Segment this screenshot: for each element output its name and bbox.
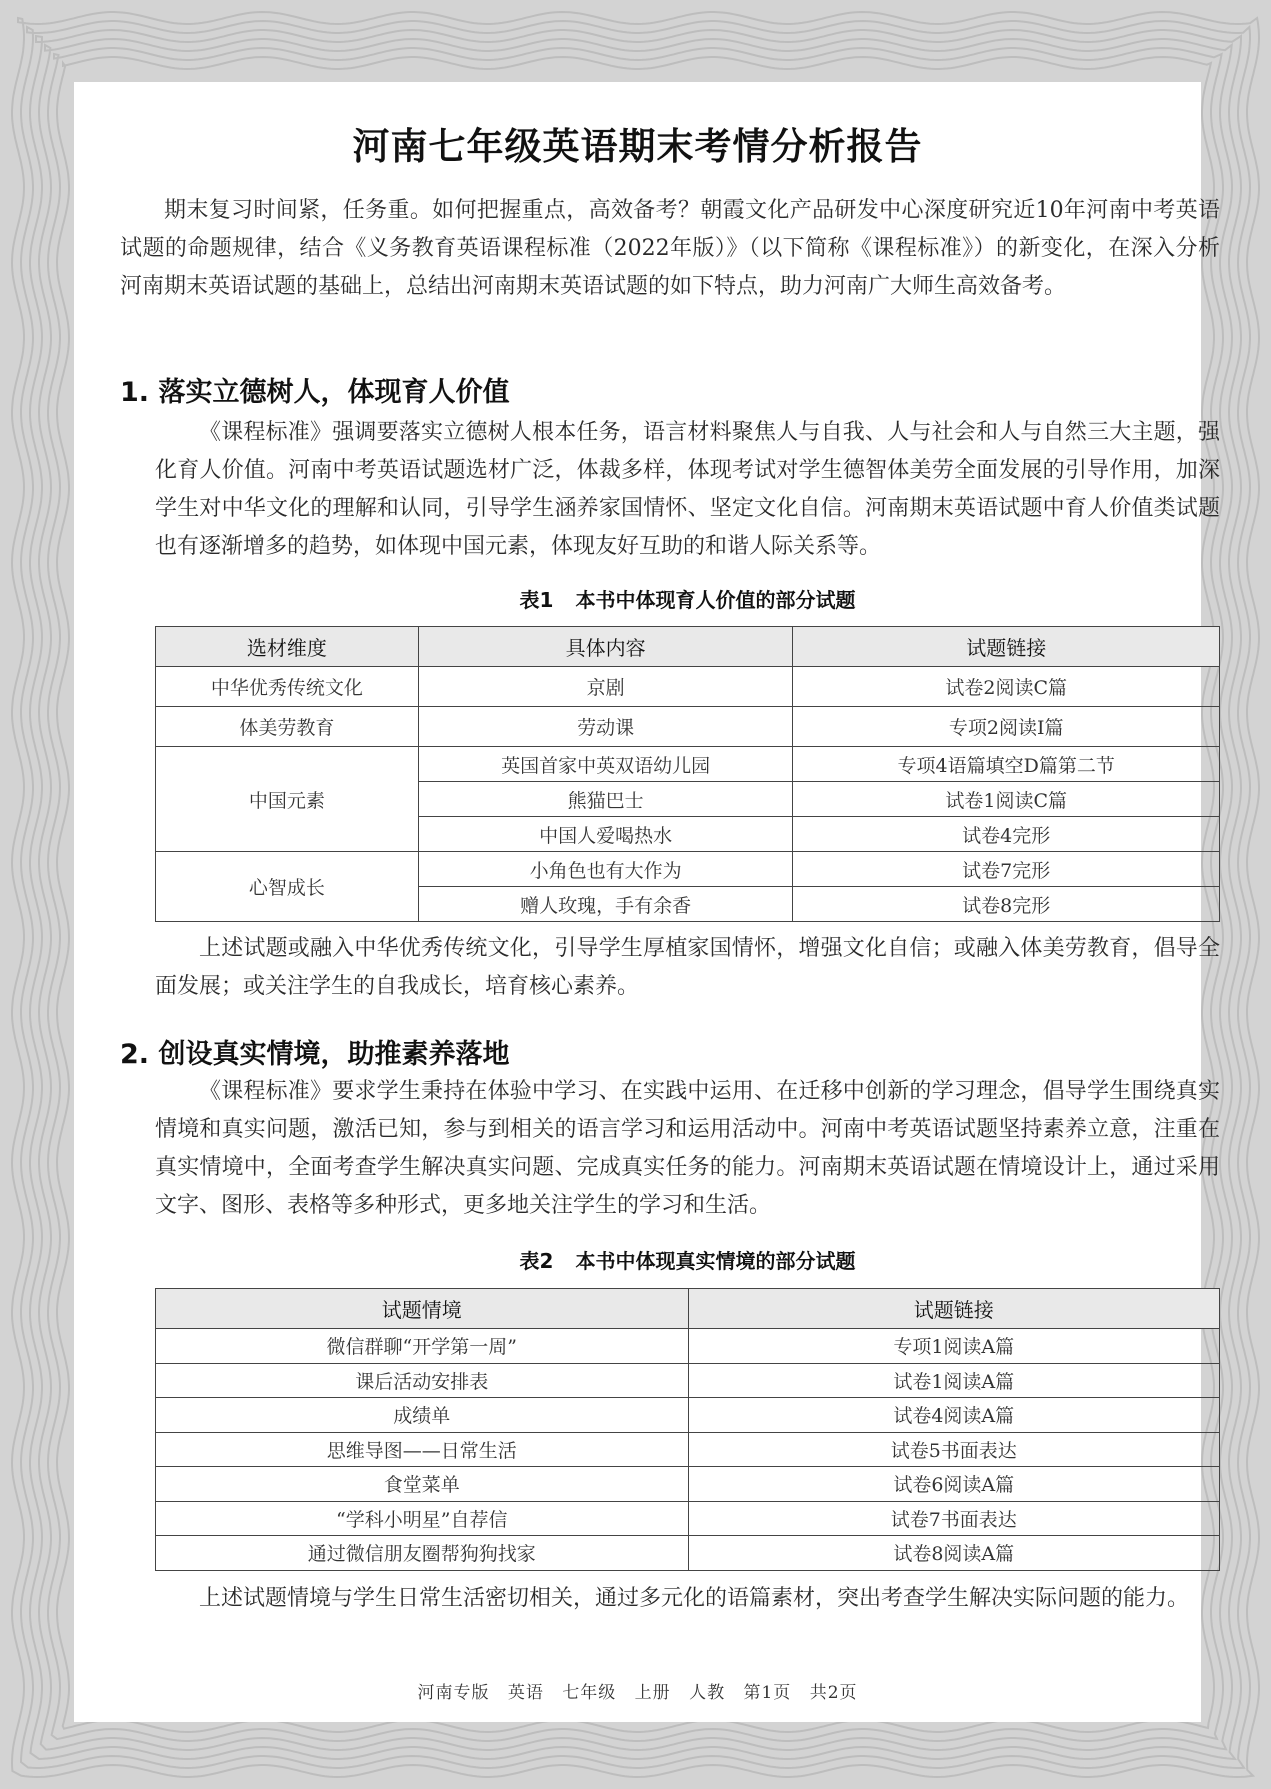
table-2-link: 试卷6阅读A篇 — [688, 1467, 1220, 1502]
table-1-content: 英国首家中英双语幼儿园 — [418, 747, 793, 782]
table-2-header: 试题情境 — [156, 1289, 689, 1329]
table-2-link: 试卷4阅读A篇 — [688, 1398, 1220, 1433]
table-2-scene: 微信群聊“开学第一周” — [156, 1329, 689, 1364]
section-2-summary: 上述试题情境与学生日常生活密切相关，通过多元化的语篇素材，突出考查学生解决实际问题的能力。 — [199, 1586, 1190, 1611]
table-1-content: 熊猫巴士 — [418, 782, 793, 817]
table-2-header: 试题链接 — [688, 1289, 1220, 1329]
table-2-scene: 课后活动安排表 — [156, 1363, 689, 1398]
footer-grade: 七年级 — [562, 1683, 617, 1703]
footer-edition: 河南专版 — [417, 1683, 490, 1703]
table-1-dimension: 心智成长 — [156, 852, 419, 922]
intro-paragraph: 期末复习时间紧，任务重。如何把握重点，高效备考？朝霞文化产品研发中心深度研究近10年河南中考英语试题的命题规律，结合《义务教育英语课程标准（2022年版）》（以下简称《课程标准》）的新变化，在深入分析河南期末英语试题的基础上，总结出河南期末英语试题的如下特点，助力河南广大师生高效备考。 — [120, 198, 1220, 299]
table-1-title: 本书中体现育人价值的部分试题 — [575, 588, 856, 612]
table-1-dimension: 中国元素 — [156, 747, 419, 852]
table-1-link: 试卷4完形 — [793, 817, 1220, 852]
section-2-heading: 2. 创设真实情境，助推素养落地 — [120, 1039, 510, 1070]
footer-publisher: 人教 — [689, 1683, 726, 1703]
table-1-dimension: 中华优秀传统文化 — [156, 667, 419, 707]
table-1-content: 劳动课 — [418, 707, 793, 747]
table-1-dimension: 体美劳教育 — [156, 707, 419, 747]
table-1-content: 赠人玫瑰，手有余香 — [418, 887, 793, 922]
table-2-link: 试卷8阅读A篇 — [688, 1536, 1220, 1571]
section-1-body: 《课程标准》强调要落实立德树人根本任务，语言材料聚焦人与自我、人与社会和人与自然三大主题，强化育人价值。河南中考英语试题选材广泛，体裁多样，体现考试对学生德智体美劳全面发展的引导作用，加深学生对中华文化的理解和认同，引导学生涵养家国情怀、坚定文化自信。河南期末英语试题中育人价值类试题也有逐渐增多的趋势，如体现中国元素，体现友好互助的和谐人际关系等。 — [155, 420, 1220, 559]
table-2-link: 试卷5书面表达 — [688, 1432, 1220, 1467]
table-1-content: 小角色也有大作为 — [418, 852, 793, 887]
table-1-link: 试卷1阅读C篇 — [793, 782, 1220, 817]
table-2 — [155, 1288, 1220, 1571]
footer-subject: 英语 — [507, 1683, 544, 1703]
table-1 — [155, 626, 1220, 922]
page-title: 河南七年级英语期末考情分析报告 — [352, 125, 923, 168]
table-1-content: 京剧 — [418, 667, 793, 707]
page-footer — [74, 1678, 1201, 1703]
table-1-header: 具体内容 — [418, 627, 793, 667]
footer-total-pages: 共2页 — [809, 1683, 858, 1703]
table-2-scene: 通过微信朋友圈帮狗狗找家 — [156, 1536, 689, 1571]
table-1-header: 试题链接 — [793, 627, 1220, 667]
table-2-scene: “学科小明星”自荐信 — [156, 1501, 689, 1536]
table-2-scene: 食堂菜单 — [156, 1467, 689, 1502]
footer-page-number: 第1页 — [743, 1683, 792, 1703]
table-2-link: 专项1阅读A篇 — [688, 1329, 1220, 1364]
table-2-link: 试卷1阅读A篇 — [688, 1363, 1220, 1398]
footer-volume: 上册 — [634, 1683, 671, 1703]
table-2-scene: 成绩单 — [156, 1398, 689, 1433]
table-1-link: 试卷2阅读C篇 — [793, 667, 1220, 707]
table-1-number: 表1 — [519, 588, 554, 612]
table-2-caption — [155, 1245, 1220, 1274]
table-2-link: 试卷7书面表达 — [688, 1501, 1220, 1536]
table-2-scene: 思维导图——日常生活 — [156, 1432, 689, 1467]
section-2-body: 《课程标准》要求学生秉持在体验中学习、在实践中运用、在迁移中创新的学习理念，倡导学生围绕真实情境和真实问题，激活已知，参与到相关的语言学习和运用活动中。河南中考英语试题坚持素养立意，注重在真实情境中，全面考查学生解决真实问题、完成真实任务的能力。河南期末英语试题在情境设计上，通过采用文字、图形、表格等多种形式，更多地关注学生的学习和生活。 — [155, 1079, 1220, 1218]
table-1-link: 专项4语篇填空D篇第二节 — [793, 747, 1220, 782]
table-1-caption — [155, 584, 1220, 613]
table-1-link: 试卷8完形 — [793, 887, 1220, 922]
section-1-heading: 1. 落实立德树人，体现育人价值 — [120, 377, 510, 408]
table-2-title: 本书中体现真实情境的部分试题 — [575, 1249, 856, 1273]
table-1-content: 中国人爱喝热水 — [418, 817, 793, 852]
table-2-number: 表2 — [519, 1249, 554, 1273]
section-1-summary: 上述试题或融入中华优秀传统文化，引导学生厚植家国情怀，增强文化自信；或融入体美劳教育，倡导全面发展；或关注学生的自我成长，培育核心素养。 — [155, 936, 1220, 999]
table-1-link: 专项2阅读I篇 — [793, 707, 1220, 747]
table-1-header: 选材维度 — [156, 627, 419, 667]
table-1-link: 试卷7完形 — [793, 852, 1220, 887]
